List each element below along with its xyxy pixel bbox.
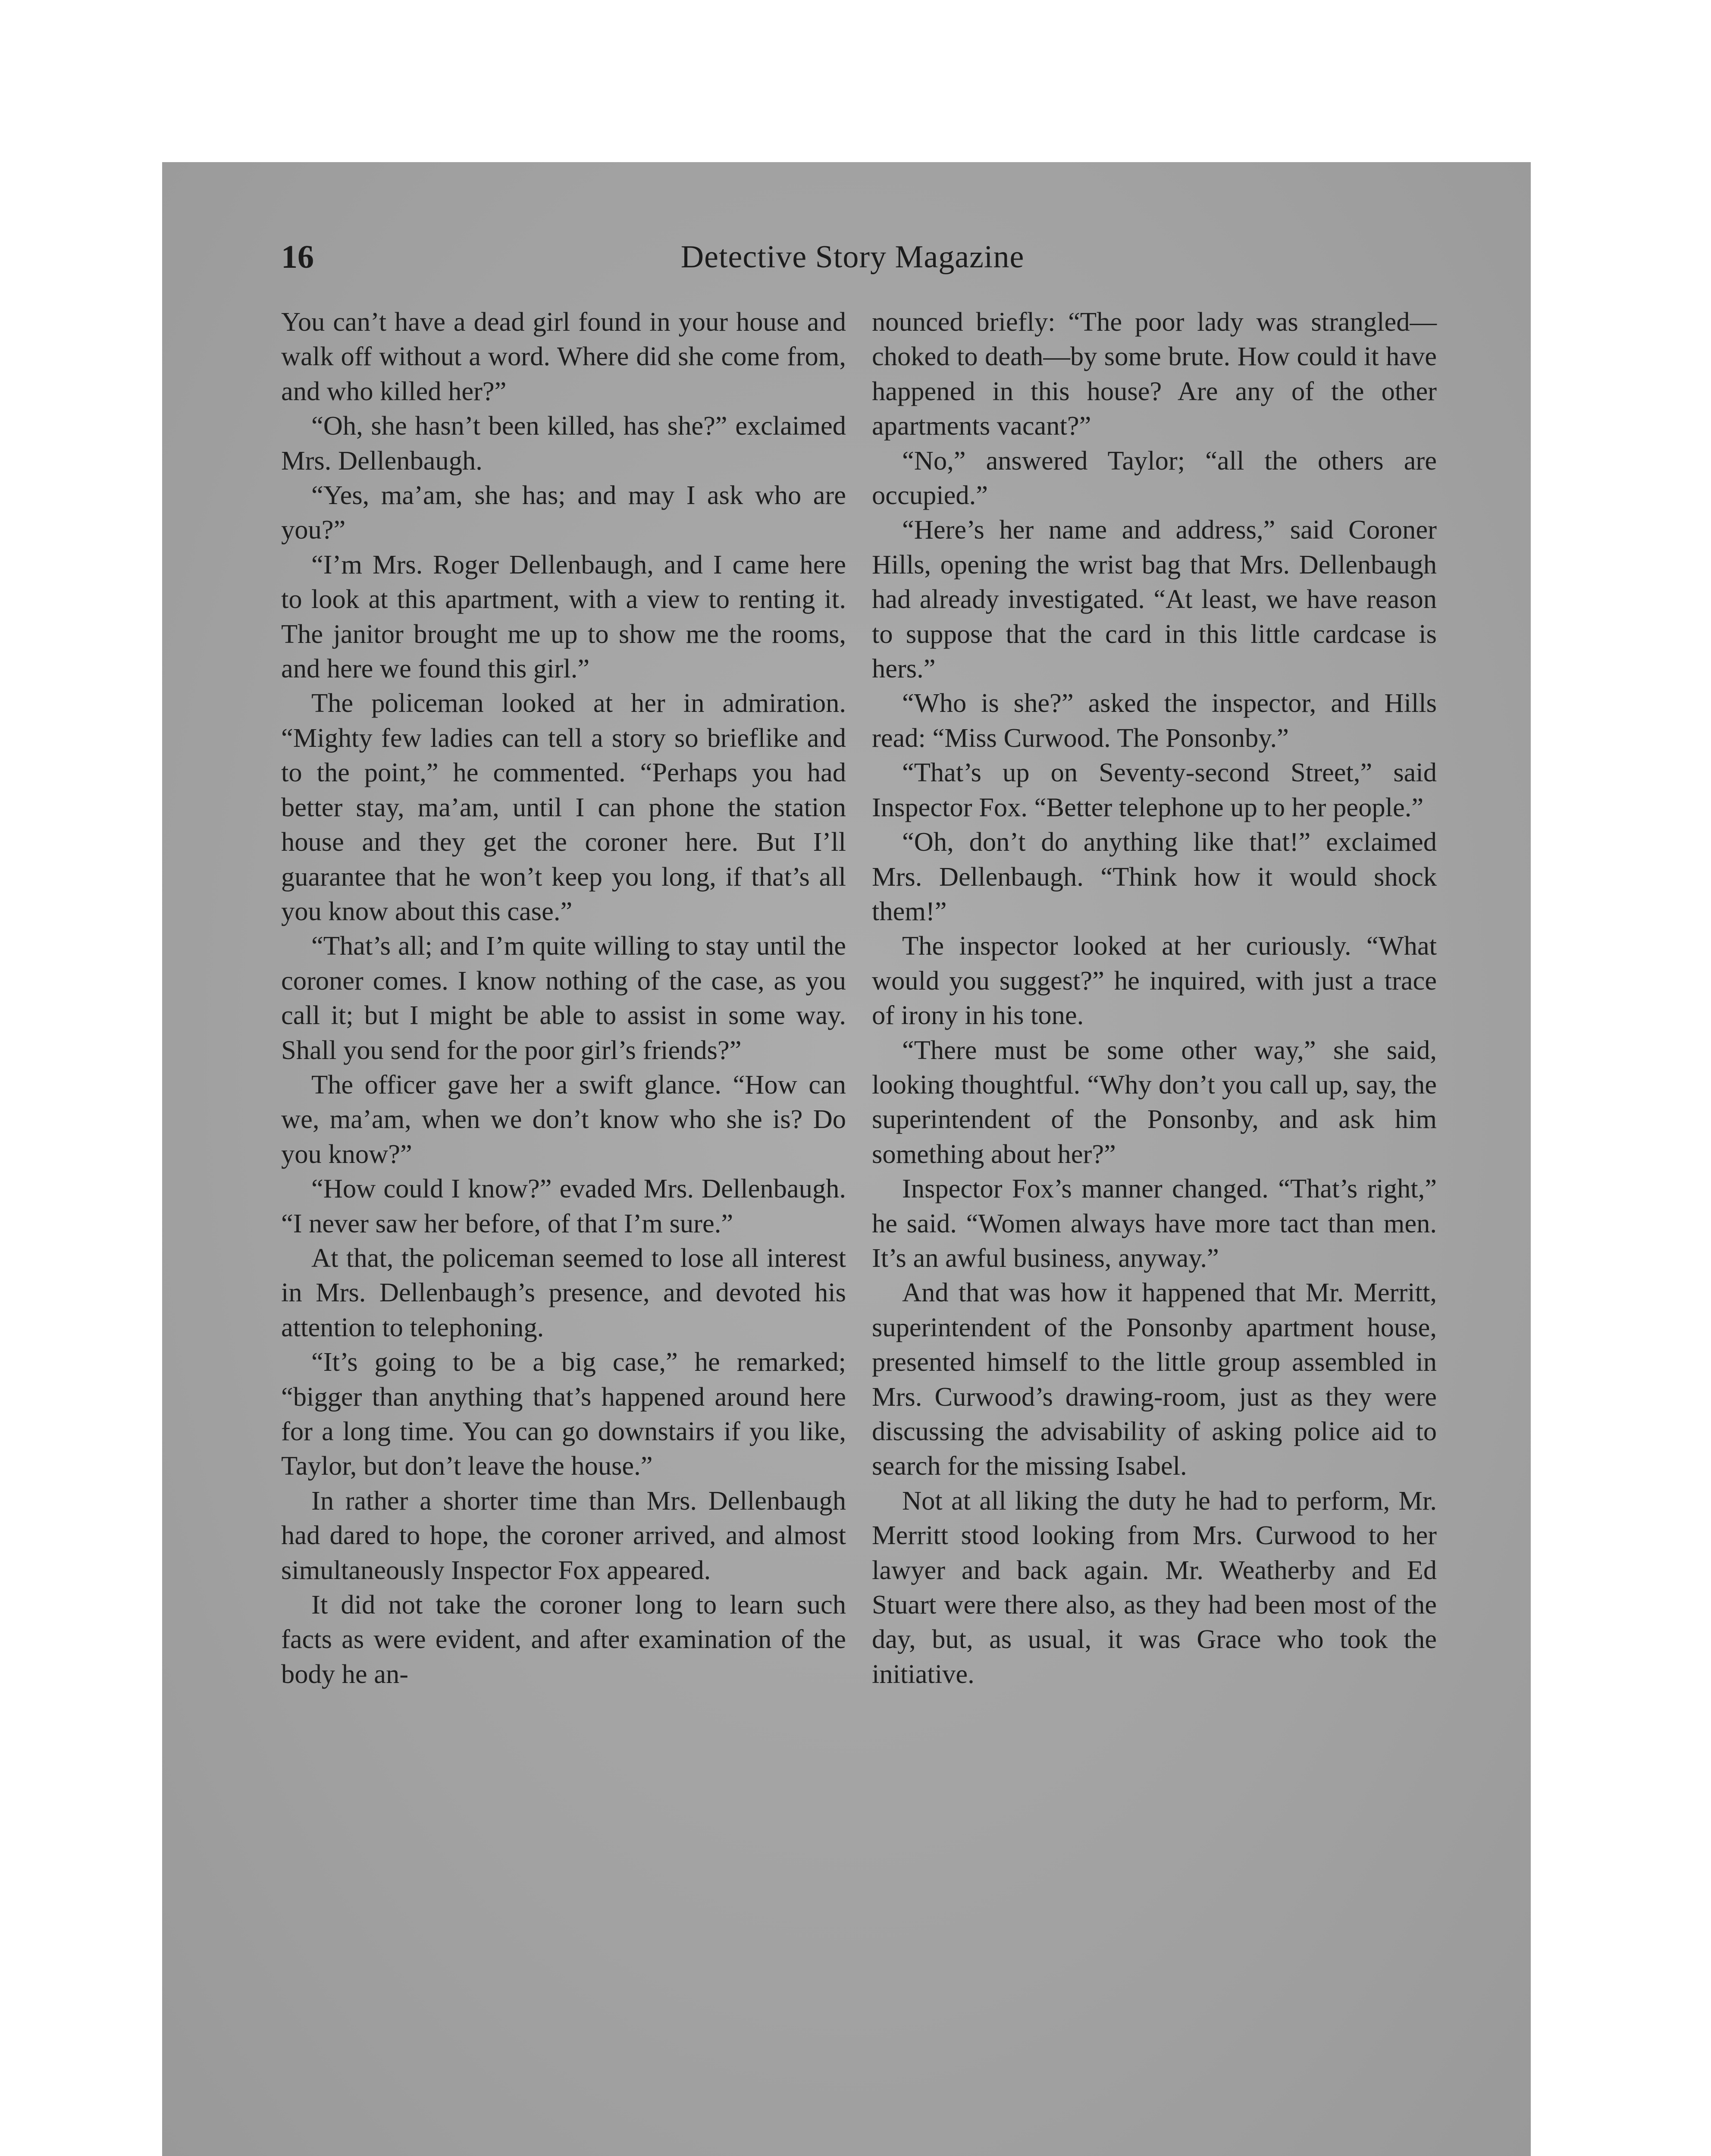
paragraph: Inspector Fox’s manner changed. “That’s right,” he said. “Women always have more tact than men. It’s an awful business, anyway.”: [872, 1173, 1437, 1273]
paragraph: “That’s all; and I’m quite willing to stay until the coroner comes. I know nothing of the case, as you call it; but I might be able to assist in some way. Shall you send for the poor girl’s friends?”: [281, 931, 846, 1065]
paragraph: Not at all liking the duty he had to perform, Mr. Merritt stood looking from Mrs. Curwood to her lawyer and back again. Mr. Weatherby and Ed Stuart were there also, as they had been most of the day, but, as usual, it was Grace who took the initiative.: [872, 1485, 1437, 1689]
paragraph: It did not take the coroner long to learn such facts as were evident, and after examination of the body he an-: [281, 1589, 846, 1689]
paragraph: At that, the policeman seemed to lose all interest in Mrs. Dellenbaugh’s presence, and devoted his attention to telephoning.: [281, 1242, 846, 1342]
paragraph: “Who is she?” asked the inspector, and Hills read: “Miss Curwood. The Ponsonby.”: [872, 688, 1437, 753]
paragraph: “There must be some other way,” she said, looking thoughtful. “Why don’t you call up, say, the superintendent of the Ponsonby, and ask him something about her?”: [872, 1034, 1437, 1169]
paragraph: “No,” answered Taylor; “all the others are occupied.”: [872, 445, 1437, 511]
running-head: [281, 235, 1424, 279]
paragraph: “Oh, she hasn’t been killed, has she?” exclaimed Mrs. Dellenbaugh.: [281, 411, 846, 476]
paragraph: “I’m Mrs. Roger Dellenbaugh, and I came here to look at this apartment, with a view to renting it. The janitor brought me up to show me the rooms, and here we found this girl.”: [281, 549, 846, 684]
paragraph: The policeman looked at her in admiration. “Mighty few ladies can tell a story so brieflike and to the point,” he commented. “Perhaps you had better stay, ma’am, until I can phone the station house and they get the coroner here. But I’ll guarantee that he won’t keep you long, if that’s all you know about this case.”: [281, 688, 846, 926]
paragraph: The officer gave her a swift glance. “How can we, ma’am, when we don’t know who she is? Do you know?”: [281, 1069, 846, 1169]
paragraph: “Oh, don’t do anything like that!” exclaimed Mrs. Dellenbaugh. “Think how it would shock them!”: [872, 827, 1437, 926]
page-number: 16: [281, 239, 314, 275]
paragraph: “It’s going to be a big case,” he remarked; “bigger than anything that’s happened around here for a long time. You can go downstairs if you like, Taylor, but don’t leave the house.”: [281, 1347, 846, 1481]
paragraph: “Yes, ma’am, she has; and may I ask who are you?”: [281, 480, 846, 545]
paragraph: In rather a shorter time than Mrs. Dellenbaugh had dared to hope, the coroner arrived, and almost simultaneously Inspector Fox appeared.: [281, 1485, 846, 1585]
paragraph: And that was how it happened that Mr. Merritt, superintendent of the Ponsonby apartment house, presented himself to the little group assembled in Mrs. Curwood’s drawing-room, just as they were discussing the advisability of asking police aid to search for the missing Isabel.: [872, 1277, 1437, 1481]
left-column: [281, 304, 846, 1691]
paragraph: “Here’s her name and address,” said Coroner Hills, opening the wrist bag that Mrs. Dellenbaugh had already investigated. “At least, we have reason to suppose that the card in this little cardcase is hers.”: [872, 514, 1437, 684]
paragraph: “How could I know?” evaded Mrs. Dellenbaugh. “I never saw her before, of that I’m sure.”: [281, 1173, 846, 1238]
scanned-page: [162, 162, 1531, 2156]
paragraph: The inspector looked at her curiously. “What would you suggest?” he inquired, with just a trace of irony in his tone.: [872, 931, 1437, 1031]
magazine-title: Detective Story Magazine: [680, 239, 1025, 275]
paragraph: You can’t have a dead girl found in your house and walk off without a word. Where did she come from, and who killed her?”: [281, 307, 846, 406]
paragraph: nounced briefly: “The poor lady was strangled—choked to death—by some brute. How could it have happened in this house? Are any of the other apartments vacant?”: [872, 307, 1437, 441]
right-column: [872, 304, 1437, 1691]
paragraph: “That’s up on Seventy-second Street,” said Inspector Fox. “Better telephone up to her people.”: [872, 757, 1437, 822]
